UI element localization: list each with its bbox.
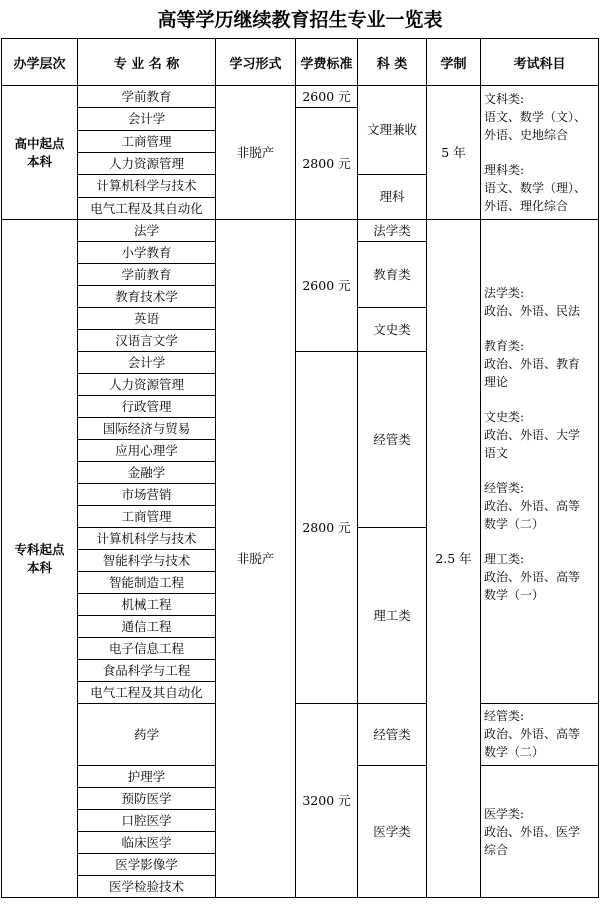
major-cell: 预防医学	[78, 788, 216, 810]
study-form-cell: 非脱产	[216, 220, 296, 898]
header-category: 科 类	[358, 39, 427, 86]
majors-table	[1, 38, 599, 898]
category-cell: 医学类	[358, 766, 427, 898]
major-cell: 电气工程及其自动化	[78, 682, 216, 704]
major-cell: 学前教育	[78, 264, 216, 286]
header-exam: 考试科目	[481, 39, 599, 86]
fee-cell: 2600 元	[296, 86, 358, 108]
major-cell: 金融学	[78, 462, 216, 484]
table-row	[2, 86, 599, 108]
major-cell: 护理学	[78, 766, 216, 788]
category-cell: 文史类	[358, 308, 427, 352]
header-row	[2, 39, 599, 86]
fee-cell: 3200 元	[296, 704, 358, 898]
level-junior-college: 专科起点 本科	[2, 220, 78, 898]
major-cell: 会计学	[78, 108, 216, 131]
major-cell: 教育技术学	[78, 286, 216, 308]
fee-cell: 2800 元	[296, 352, 358, 704]
header-fee: 学费标准	[296, 39, 358, 86]
major-cell: 医学检验技术	[78, 876, 216, 898]
page-title: 高等学历继续教育招生专业一览表	[157, 9, 443, 31]
category-cell: 经管类	[358, 352, 427, 528]
major-cell: 医学影像学	[78, 854, 216, 876]
major-cell: 通信工程	[78, 616, 216, 638]
category-cell: 经管类	[358, 704, 427, 766]
fee-cell: 2800 元	[296, 108, 358, 220]
major-cell: 机械工程	[78, 594, 216, 616]
major-cell: 智能科学与技术	[78, 550, 216, 572]
major-cell: 会计学	[78, 352, 216, 374]
major-cell: 人力资源管理	[78, 374, 216, 396]
major-cell: 电子信息工程	[78, 638, 216, 660]
category-cell: 文理兼收	[358, 86, 427, 175]
major-cell: 口腔医学	[78, 810, 216, 832]
major-cell: 计算机科学与技术	[78, 175, 216, 198]
duration-cell: 5 年	[427, 86, 481, 220]
major-cell: 工商管理	[78, 131, 216, 153]
study-form-cell: 非脱产	[216, 86, 296, 220]
exam-cell: 医学类: 政治、外语、医学 综合	[481, 766, 599, 898]
level-high-school: 高中起点 本科	[2, 86, 78, 220]
major-cell: 临床医学	[78, 832, 216, 854]
header-study-form: 学习形式	[216, 39, 296, 86]
fee-cell: 2600 元	[296, 220, 358, 352]
category-cell: 理科	[358, 175, 427, 220]
major-cell: 英语	[78, 308, 216, 330]
major-cell: 智能制造工程	[78, 572, 216, 594]
major-cell: 工商管理	[78, 506, 216, 528]
major-cell: 计算机科学与技术	[78, 528, 216, 550]
major-cell: 学前教育	[78, 86, 216, 108]
major-cell: 市场营销	[78, 484, 216, 506]
category-cell: 理工类	[358, 528, 427, 704]
major-cell: 应用心理学	[78, 440, 216, 462]
major-cell: 小学教育	[78, 242, 216, 264]
exam-cell: 文科类: 语文、数学（文）、 外语、史地综合 理科类: 语文、数学（理）、 外语、理化综合	[481, 86, 599, 220]
major-cell: 行政管理	[78, 396, 216, 418]
header-duration: 学制	[427, 39, 481, 86]
header-level: 办学层次	[2, 39, 78, 86]
duration-cell: 2.5 年	[427, 220, 481, 898]
major-cell: 食品科学与工程	[78, 660, 216, 682]
category-cell: 法学类	[358, 220, 427, 242]
exam-cell: 法学类: 政治、外语、民法 教育类: 政治、外语、教育 理论 文史类: 政治、外语、大学 语文 经管类: 政治、外语、高等 数学（二） 理工类: 政治、外语、高等 数学（一）	[481, 220, 599, 704]
major-cell: 电气工程及其自动化	[78, 198, 216, 220]
header-major: 专 业 名 称	[78, 39, 216, 86]
exam-cell: 经管类: 政治、外语、高等 数学（二）	[481, 704, 599, 766]
table-row	[2, 220, 599, 242]
major-cell: 国际经济与贸易	[78, 418, 216, 440]
major-cell: 法学	[78, 220, 216, 242]
major-cell: 汉语言文学	[78, 330, 216, 352]
category-cell: 教育类	[358, 242, 427, 308]
major-cell: 药学	[78, 704, 216, 766]
major-cell: 人力资源管理	[78, 153, 216, 175]
